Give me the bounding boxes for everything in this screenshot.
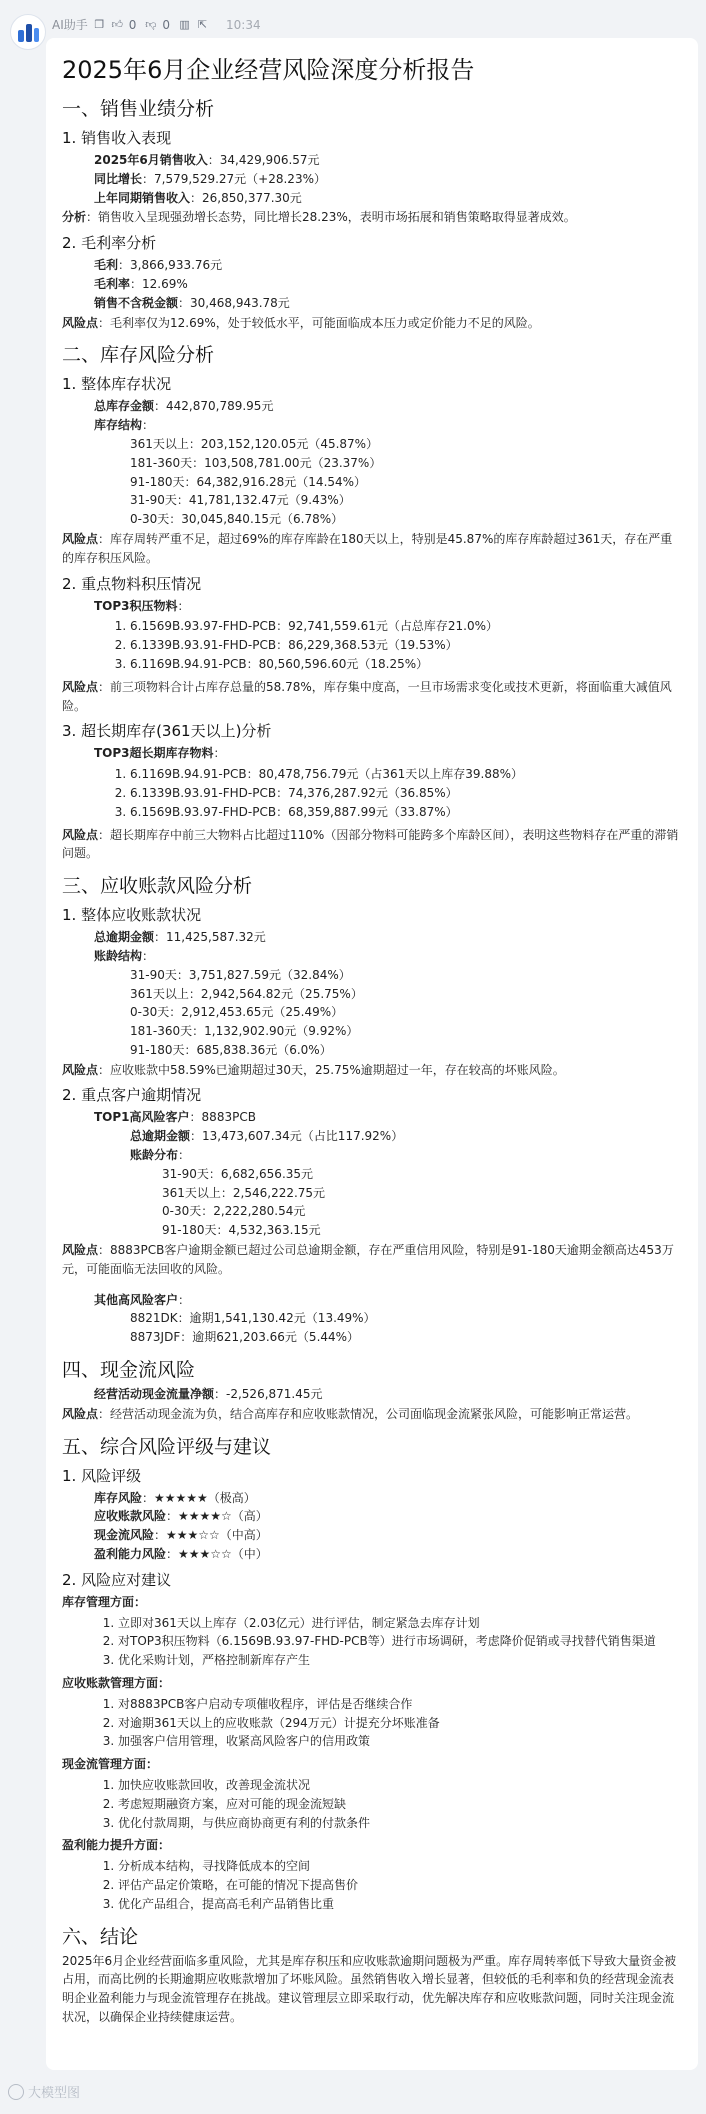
group-heading: 库存管理方面： [62,1594,147,1609]
conclusion-text: 2025年6月企业经营面临多重风险，尤其是库存积压和应收账款逾期问题极为严重。库存周转率低下导致大量资金被占用，而高比例的长期逾期应收账款增加了坏账风险。虽然销售收入增长显著，但较低的毛利率和负的经营现金流表明企业盈利能力与现金流管理存在挑战。建议管理层立即采取行动，优先解决库存和应收账款问题，同时关注现金流状况，以确保企业持续健康运营。 [62,1953,677,2024]
list-item: 3. 6.1169B.94.91-PCB：80,560,596.60元（18.25%） [130,655,684,674]
key-materials-heading: 2. 重点物料积压情况 [62,574,202,593]
receivables-overall-heading: 1. 整体应收账款状况 [62,906,202,925]
section-cashflow-title: 四、现金流风险 [62,1359,196,1382]
kv-row: 销售不含税金额：30,468,943.78元 [94,295,290,310]
kv-row: 同比增长：7,579,529.27元（+28.23%） [94,171,326,186]
list-item: 31-90天：6,682,656.35元 [162,1166,314,1181]
material-list [62,765,684,821]
chart-icon[interactable]: ▥ [179,18,190,31]
risk-response-heading: 2. 风险应对建议 [62,1570,172,1589]
list-item: 3. 加强客户信用管理，收紧高风险客户的信用政策 [118,1732,684,1751]
kv-row: 库存结构： [94,418,155,433]
list-item: 8821DK：逾期1,541,130.42元（13.49%） [130,1311,376,1326]
suggestion-list [62,1776,684,1832]
inventory-overall-heading: 1. 整体库存状况 [62,375,172,394]
kv-row: 库存风险：★★★★★（极高） [94,1490,256,1505]
risk-note: 风险点：前三项物料合计占库存总量的58.78%，库存集中度高，一旦市场需求变化或技术更新，将面临重大减值风险。 [62,679,672,713]
list-item: 1. 分析成本结构，寻找降低成本的空间 [118,1857,684,1876]
list-item: 2. 对TOP3积压物料（6.1569B.93.97-FHD-PCB等）进行市场调研，考虑降价促销或寻找替代销售渠道 [118,1632,684,1651]
list-item: 3. 优化产品组合，提高高毛利产品销售比重 [118,1895,684,1914]
message-meta [52,16,261,33]
watermark-text: 大模型图 [28,2086,81,2101]
assistant-name: AI助手 [52,18,88,32]
list-item: 91-180天：64,382,916.28元（14.54%） [130,474,367,489]
list-item: 361天以上：2,942,564.82元（25.75%） [130,986,363,1001]
analysis-note: 分析：销售收入呈现强劲增长态势，同比增长28.23%，表明市场拓展和销售策略取得显著成效。 [62,210,576,225]
risk-note: 风险点：8883PCB客户逾期金额已超过公司总逾期金额，存在严重信用风险，特别是91-180天逾期金额高达453万元，可能面临无法回收的风险。 [62,1243,674,1276]
suggestion-list [62,1695,684,1751]
list-item: 2. 对逾期361天以上的应收账款（294万元）计提充分坏账准备 [118,1714,684,1733]
list-item: 91-180天：685,838.36元（6.0%） [130,1042,332,1057]
risk-note: 风险点：库存周转严重不足，超过69%的库存库龄在180天以上，特别是45.87%的库存库龄超过361天，存在严重的库存积压风险。 [62,531,673,565]
kv-row: 盈利能力风险：★★★☆☆（中） [94,1547,268,1562]
list-item: 3. 优化付款周期，与供应商协商更有利的付款条件 [118,1814,684,1833]
list-item: 2. 考虑短期融资方案，应对可能的现金流短缺 [118,1795,684,1814]
key-customers-heading: 2. 重点客户逾期情况 [62,1086,202,1105]
risk-note: 风险点：超长期库存中前三大物料占比超过110%（因部分物料可能跨多个库龄区间），表明这些物料存在严重的滞销问题。 [62,827,679,861]
kv-row: 毛利：3,866,933.76元 [94,258,223,273]
kv-row: TOP3超长期库存物料： [94,746,226,761]
list-item: 361天以上：203,152,120.05元（45.87%） [130,436,379,451]
list-item: 181-360天：103,508,781.00元（23.37%） [130,455,382,470]
material-list [62,617,684,673]
list-item: 1. 对8883PCB客户启动专项催收程序，评估是否继续合作 [118,1695,684,1714]
gross-margin-heading: 2. 毛利率分析 [62,234,157,253]
thumbs-up-icon[interactable]: 👍︎ [111,18,123,31]
report-card [46,38,698,2070]
long-term-inventory-heading: 3. 超长期库存(361天以上)分析 [62,722,272,741]
kv-row: 总逾期金额：13,473,607.34元（占比117.92%） [130,1129,404,1144]
list-item: 31-90天：3,751,827.59元（32.84%） [130,967,351,982]
list-item: 31-90天：41,781,132.47元（9.43%） [130,493,351,508]
risk-note: 风险点：应收账款中58.59%已逾期超过30天，25.75%逾期超过一年，存在较高的坏账风险。 [62,1062,565,1077]
group-heading: 现金流管理方面： [62,1757,159,1772]
assistant-avatar [10,14,46,50]
list-item: 2. 6.1339B.93.91-FHD-PCB：74,376,287.92元（36.85%） [130,784,684,803]
section-conclusion-title: 六、结论 [62,1925,139,1948]
risk-note: 风险点：经营活动现金流为负，结合高库存和应收账款情况，公司面临现金流紧张风险，可能影响正常运营。 [62,1406,639,1421]
dislike-count: 0 [162,17,171,32]
message-time: 10:34 [226,17,261,32]
risk-rating-heading: 1. 风险评级 [62,1466,142,1485]
section-receivables-title: 三、应收账款风险分析 [62,875,253,898]
group-heading: 应收账款管理方面： [62,1676,171,1691]
report-title: 2025年6月企业经营风险深度分析报告 [62,56,475,84]
list-item: 181-360天：1,132,902.90元（9.92%） [130,1024,359,1039]
message-header [0,0,706,42]
risk-note: 风险点：毛利率仅为12.69%，处于较低水平，可能面临成本压力或定价能力不足的风险。 [62,315,540,330]
suggestion-list [62,1857,684,1913]
like-count: 0 [128,17,137,32]
list-item: 361天以上：2,546,222.75元 [162,1185,326,1200]
kv-row: 总库存金额：442,870,789.95元 [94,399,274,414]
list-item: 1. 6.1569B.93.97-FHD-PCB：92,741,559.61元（占总库存21.0%） [130,617,684,636]
section-inventory-title: 二、库存风险分析 [62,344,215,367]
watermark [8,2082,80,2101]
list-item: 1. 6.1169B.94.91-PCB：80,478,756.79元（占361天以上库存39.88%） [130,765,684,784]
kv-row: 其他高风险客户： [94,1292,191,1307]
list-item: 91-180天：4,532,363.15元 [162,1223,321,1238]
kv-row: TOP1高风险客户：8883PCB [94,1110,256,1125]
kv-row: TOP3积压物料： [94,598,190,613]
suggestion-list [62,1614,684,1670]
kv-row: 上年同期销售收入：26,850,377.30元 [94,190,302,205]
group-heading: 盈利能力提升方面： [62,1838,171,1853]
list-item: 1. 加快应收账款回收，改善现金流状况 [118,1776,684,1795]
share-icon[interactable]: ⇱ [197,18,208,31]
kv-row: 应收账款风险：★★★★☆（高） [94,1509,268,1524]
sales-revenue-heading: 1. 销售收入表现 [62,129,172,147]
list-item: 1. 立即对361天以上库存（2.03亿元）进行评估，制定紧急去库存计划 [118,1614,684,1633]
list-item: 3. 优化采购计划，严格控制新库存产生 [118,1651,684,1670]
kv-row: 毛利率：12.69% [94,276,188,291]
list-item: 0-30天：2,222,280.54元 [162,1204,306,1219]
kv-row: 总逾期金额：11,425,587.32元 [94,930,266,945]
kv-row: 2025年6月销售收入：34,429,906.57元 [94,153,320,167]
kv-row: 账龄结构： [94,948,155,963]
list-item: 2. 6.1339B.93.91-FHD-PCB：86,229,368.53元（19.53%） [130,636,684,655]
watermark-logo-icon [8,2084,24,2100]
kv-row: 账龄分布： [130,1148,191,1163]
copy-icon[interactable]: ❐ [94,18,105,31]
kv-row: 经营活动现金流量净额：-2,526,871.45元 [94,1387,323,1402]
kv-row: 现金流风险：★★★☆☆（中高） [94,1528,268,1543]
list-item: 2. 评估产品定价策略，在可能的情况下提高售价 [118,1876,684,1895]
list-item: 0-30天：30,045,840.15元（6.78%） [130,512,344,527]
section-sales-title: 一、销售业绩分析 [62,98,215,120]
thumbs-down-icon[interactable]: 👎︎ [145,18,157,31]
list-item: 0-30天：2,912,453.65元（25.49%） [130,1005,344,1020]
section-rating-title: 五、综合风险评级与建议 [62,1435,272,1458]
list-item: 3. 6.1569B.93.97-FHD-PCB：68,359,887.99元（33.87%） [130,803,684,822]
list-item: 8873JDF：逾期621,203.66元（5.44%） [130,1330,360,1345]
